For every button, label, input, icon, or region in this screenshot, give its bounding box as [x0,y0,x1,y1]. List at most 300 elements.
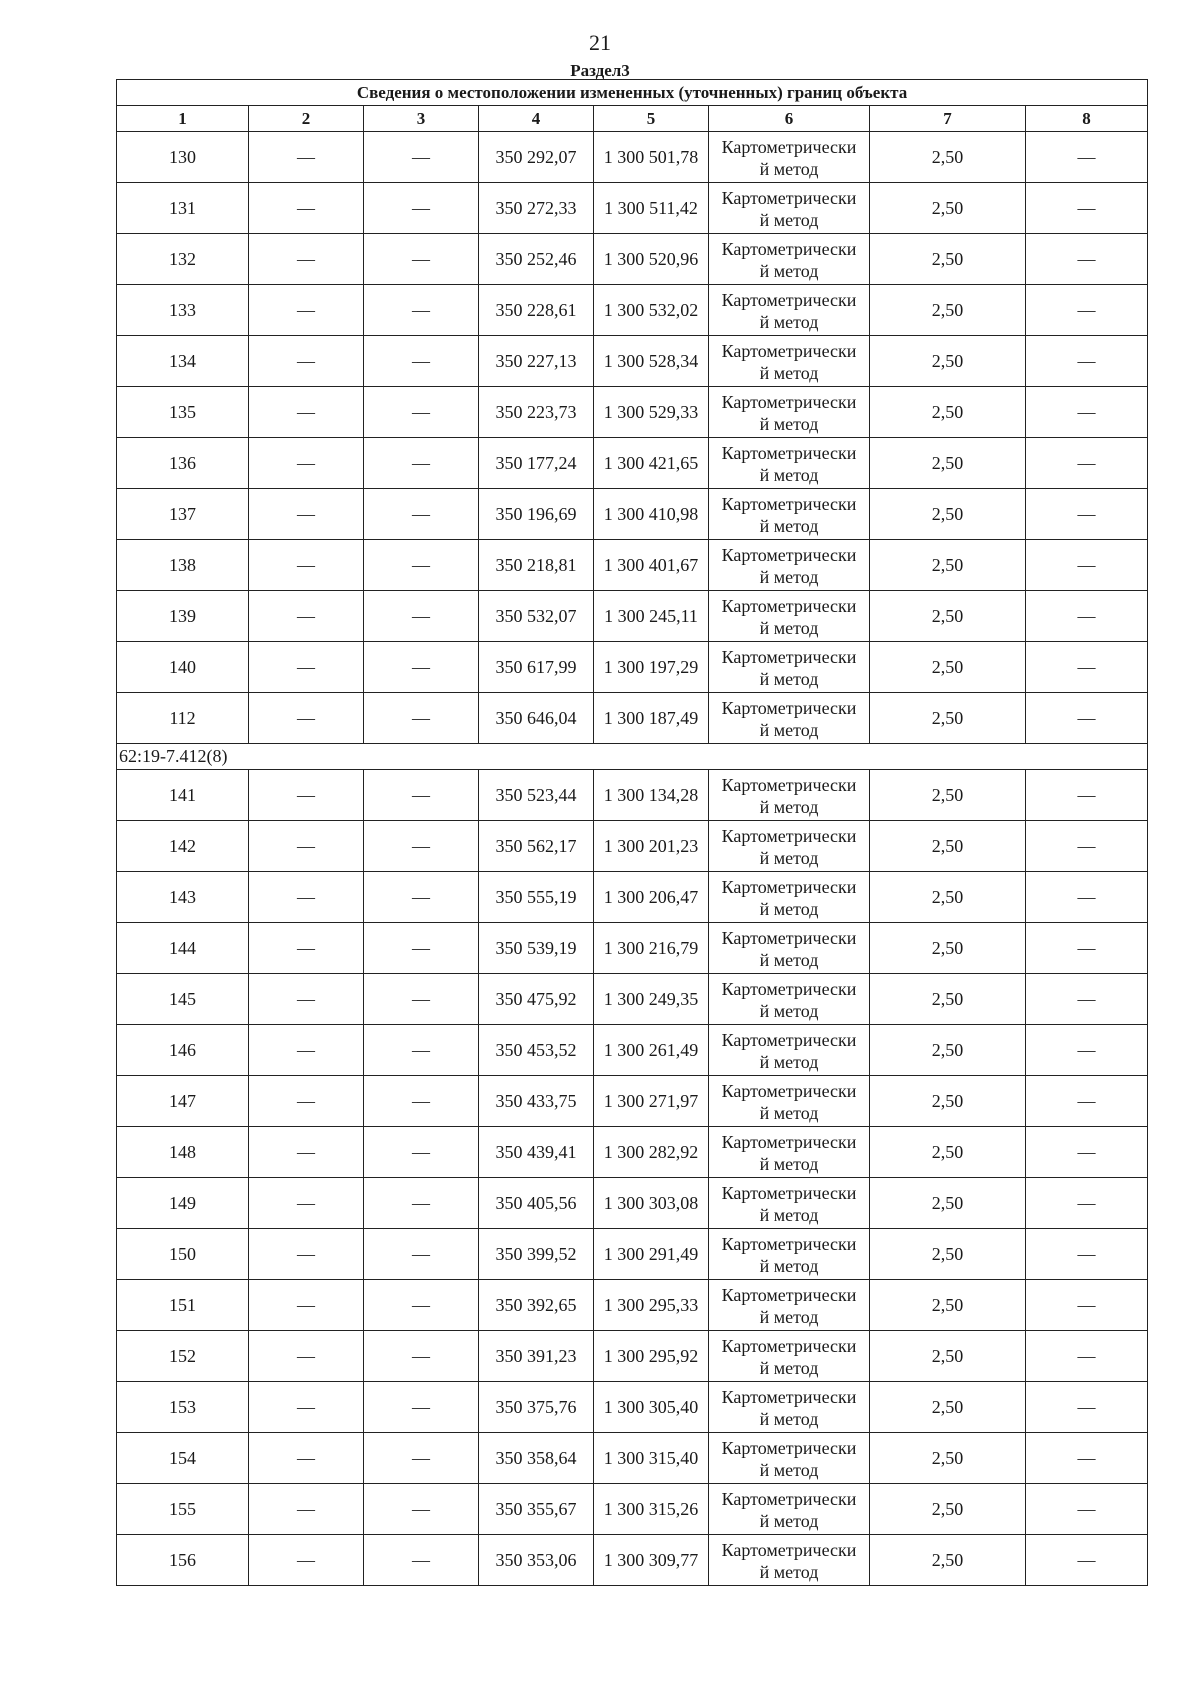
cell-col2: — [249,387,364,438]
cell-col8: — [1026,1127,1148,1178]
point-number: 149 [117,1178,249,1229]
method-cell [709,1535,870,1586]
point-number: 143 [117,872,249,923]
cell-col8: — [1026,1331,1148,1382]
table-row [117,438,1148,489]
method-cell [709,974,870,1025]
method-cell [709,1331,870,1382]
table-row [117,1484,1148,1535]
coord-x: 350 228,61 [479,285,594,336]
cell-col3: — [364,1433,479,1484]
accuracy: 2,50 [870,438,1026,489]
method-line-1: Картометрически [721,289,857,310]
table-row [117,540,1148,591]
point-number: 150 [117,1229,249,1280]
accuracy: 2,50 [870,872,1026,923]
coord-y: 1 300 528,34 [594,336,709,387]
coord-x: 350 405,56 [479,1178,594,1229]
cell-col2: — [249,1331,364,1382]
method-cell [709,923,870,974]
point-number: 133 [117,285,249,336]
coord-y: 1 300 315,40 [594,1433,709,1484]
coord-y: 1 300 187,49 [594,693,709,744]
cell-col3: — [364,1178,479,1229]
cell-col3: — [364,642,479,693]
method-line-1: Картометрически [721,1539,857,1560]
method-line-2: й метод [759,515,819,536]
cell-col2: — [249,1076,364,1127]
cell-col8: — [1026,923,1148,974]
table-caption: Сведения о местоположении измененных (уточненных) границ объекта [117,80,1148,106]
cell-col2: — [249,183,364,234]
accuracy: 2,50 [870,1484,1026,1535]
cell-col2: — [249,1382,364,1433]
cell-col8: — [1026,1229,1148,1280]
accuracy: 2,50 [870,285,1026,336]
cell-col3: — [364,591,479,642]
cell-col3: — [364,1484,479,1535]
coord-x: 350 392,65 [479,1280,594,1331]
method-cell [709,387,870,438]
coord-y: 1 300 295,92 [594,1331,709,1382]
method-line-2: й метод [759,413,819,434]
cell-col2: — [249,693,364,744]
cell-col2: — [249,872,364,923]
method-cell [709,1484,870,1535]
coord-x: 350 539,19 [479,923,594,974]
cell-col3: — [364,974,479,1025]
cell-col8: — [1026,974,1148,1025]
point-number: 141 [117,770,249,821]
section-title: Раздел3 [570,61,630,80]
coord-y: 1 300 315,26 [594,1484,709,1535]
cell-col3: — [364,1127,479,1178]
accuracy: 2,50 [870,1076,1026,1127]
table-row [117,872,1148,923]
accuracy: 2,50 [870,974,1026,1025]
coord-y: 1 300 261,49 [594,1025,709,1076]
method-line-2: й метод [759,260,819,281]
coord-x: 350 355,67 [479,1484,594,1535]
column-header: 7 [870,106,1026,132]
table-row [117,1382,1148,1433]
method-line-2: й метод [759,1204,819,1225]
cell-col3: — [364,923,479,974]
cell-col3: — [364,872,479,923]
method-line-2: й метод [759,847,819,868]
cell-col8: — [1026,234,1148,285]
cell-col8: — [1026,693,1148,744]
accuracy: 2,50 [870,693,1026,744]
point-number: 130 [117,132,249,183]
coord-x: 350 252,46 [479,234,594,285]
cell-col2: — [249,591,364,642]
point-number: 151 [117,1280,249,1331]
accuracy: 2,50 [870,1025,1026,1076]
coord-y: 1 300 303,08 [594,1178,709,1229]
accuracy: 2,50 [870,234,1026,285]
cell-col2: — [249,1229,364,1280]
point-number: 138 [117,540,249,591]
accuracy: 2,50 [870,1331,1026,1382]
coord-x: 350 562,17 [479,821,594,872]
accuracy: 2,50 [870,1280,1026,1331]
coord-x: 350 433,75 [479,1076,594,1127]
cell-col8: — [1026,591,1148,642]
coord-x: 350 227,13 [479,336,594,387]
column-header: 2 [249,106,364,132]
cell-col8: — [1026,821,1148,872]
cell-col3: — [364,387,479,438]
accuracy: 2,50 [870,1229,1026,1280]
accuracy: 2,50 [870,540,1026,591]
method-line-1: Картометрически [721,1080,857,1101]
cell-col2: — [249,821,364,872]
accuracy: 2,50 [870,1433,1026,1484]
method-line-2: й метод [759,311,819,332]
table-row [117,183,1148,234]
coord-x: 350 475,92 [479,974,594,1025]
coord-y: 1 300 206,47 [594,872,709,923]
cell-col8: — [1026,642,1148,693]
coord-x: 350 453,52 [479,1025,594,1076]
column-header: 8 [1026,106,1148,132]
method-cell [709,821,870,872]
method-cell [709,693,870,744]
coord-x: 350 399,52 [479,1229,594,1280]
point-number: 140 [117,642,249,693]
table-row [117,1535,1148,1586]
cell-col2: — [249,642,364,693]
cell-col8: — [1026,1433,1148,1484]
cell-col8: — [1026,1076,1148,1127]
method-cell [709,872,870,923]
cell-col8: — [1026,336,1148,387]
method-line-1: Картометрически [721,442,857,463]
table-row [117,1280,1148,1331]
coord-y: 1 300 291,49 [594,1229,709,1280]
point-number: 155 [117,1484,249,1535]
cell-col3: — [364,1025,479,1076]
coord-y: 1 300 421,65 [594,438,709,489]
cell-col3: — [364,183,479,234]
method-cell [709,1025,870,1076]
method-cell [709,183,870,234]
method-line-2: й метод [759,1510,819,1531]
method-line-1: Картометрически [721,1386,857,1407]
method-line-1: Картометрически [721,1233,857,1254]
method-line-2: й метод [759,898,819,919]
cell-col2: — [249,234,364,285]
method-cell [709,642,870,693]
method-line-1: Картометрически [721,825,857,846]
method-line-2: й метод [759,1255,819,1276]
cell-col3: — [364,285,479,336]
method-line-2: й метод [759,1000,819,1021]
method-line-2: й метод [759,1357,819,1378]
method-line-1: Картометрически [721,876,857,897]
coord-y: 1 300 271,97 [594,1076,709,1127]
cell-col2: — [249,438,364,489]
method-cell [709,1229,870,1280]
cell-col3: — [364,234,479,285]
coord-x: 350 523,44 [479,770,594,821]
coord-y: 1 300 197,29 [594,642,709,693]
table-row [117,234,1148,285]
cell-col8: — [1026,387,1148,438]
table-caption-row [117,80,1148,106]
point-number: 135 [117,387,249,438]
coord-x: 350 555,19 [479,872,594,923]
coord-y: 1 300 216,79 [594,923,709,974]
accuracy: 2,50 [870,1382,1026,1433]
method-line-1: Картометрически [721,544,857,565]
method-cell [709,591,870,642]
method-cell [709,1076,870,1127]
cell-col3: — [364,1331,479,1382]
accuracy: 2,50 [870,1178,1026,1229]
method-line-1: Картометрически [721,978,857,999]
method-cell [709,1382,870,1433]
accuracy: 2,50 [870,821,1026,872]
method-line-2: й метод [759,949,819,970]
coord-y: 1 300 401,67 [594,540,709,591]
cell-col3: — [364,1280,479,1331]
point-number: 145 [117,974,249,1025]
accuracy: 2,50 [870,489,1026,540]
coord-x: 350 272,33 [479,183,594,234]
cell-col8: — [1026,438,1148,489]
coord-y: 1 300 410,98 [594,489,709,540]
cell-col8: — [1026,1280,1148,1331]
method-line-2: й метод [759,464,819,485]
table-row [117,770,1148,821]
coord-y: 1 300 201,23 [594,821,709,872]
cell-col3: — [364,1535,479,1586]
coord-y: 1 300 501,78 [594,132,709,183]
cell-col2: — [249,1433,364,1484]
coord-y: 1 300 134,28 [594,770,709,821]
table-row [117,1127,1148,1178]
table-row [117,1025,1148,1076]
coord-y: 1 300 529,33 [594,387,709,438]
cell-col2: — [249,132,364,183]
coord-y: 1 300 295,33 [594,1280,709,1331]
method-line-1: Картометрически [721,697,857,718]
column-header: 4 [479,106,594,132]
cell-col2: — [249,1178,364,1229]
method-cell [709,1178,870,1229]
coord-x: 350 646,04 [479,693,594,744]
method-line-2: й метод [759,1459,819,1480]
method-line-1: Картометрически [721,774,857,795]
cell-col8: — [1026,872,1148,923]
table-row [117,132,1148,183]
method-line-1: Картометрически [721,1437,857,1458]
cell-col3: — [364,1382,479,1433]
method-line-2: й метод [759,1306,819,1327]
table-row [117,1331,1148,1382]
cell-col2: — [249,336,364,387]
cell-col3: — [364,770,479,821]
method-line-1: Картометрически [721,136,857,157]
method-line-2: й метод [759,668,819,689]
method-cell [709,132,870,183]
point-number: 153 [117,1382,249,1433]
accuracy: 2,50 [870,1127,1026,1178]
coord-x: 350 292,07 [479,132,594,183]
cell-col2: — [249,1484,364,1535]
cell-col3: — [364,132,479,183]
method-line-2: й метод [759,1408,819,1429]
method-cell [709,1280,870,1331]
cell-col8: — [1026,770,1148,821]
accuracy: 2,50 [870,591,1026,642]
cell-col2: — [249,285,364,336]
cell-col2: — [249,923,364,974]
cell-col3: — [364,1076,479,1127]
method-line-2: й метод [759,1051,819,1072]
point-number: 142 [117,821,249,872]
accuracy: 2,50 [870,336,1026,387]
method-line-1: Картометрически [721,493,857,514]
table-row [117,591,1148,642]
table-row [117,693,1148,744]
table-row [117,285,1148,336]
point-number: 136 [117,438,249,489]
boundary-table [116,79,1148,1586]
coord-x: 350 617,99 [479,642,594,693]
coord-x: 350 196,69 [479,489,594,540]
column-header: 6 [709,106,870,132]
column-header: 3 [364,106,479,132]
cell-col2: — [249,1535,364,1586]
table-row [117,821,1148,872]
cell-col3: — [364,438,479,489]
coord-y: 1 300 245,11 [594,591,709,642]
coord-y: 1 300 249,35 [594,974,709,1025]
accuracy: 2,50 [870,183,1026,234]
accuracy: 2,50 [870,770,1026,821]
cell-col8: — [1026,1382,1148,1433]
method-line-2: й метод [759,617,819,638]
accuracy: 2,50 [870,923,1026,974]
point-number: 156 [117,1535,249,1586]
method-cell [709,540,870,591]
method-line-2: й метод [759,1561,819,1582]
table-row [117,923,1148,974]
accuracy: 2,50 [870,132,1026,183]
coord-y: 1 300 520,96 [594,234,709,285]
method-line-2: й метод [759,158,819,179]
cell-col8: — [1026,183,1148,234]
coord-x: 350 439,41 [479,1127,594,1178]
accuracy: 2,50 [870,387,1026,438]
point-number: 139 [117,591,249,642]
cell-col2: — [249,1127,364,1178]
point-number: 132 [117,234,249,285]
method-cell [709,489,870,540]
table-row [117,489,1148,540]
point-number: 152 [117,1331,249,1382]
cell-col8: — [1026,1535,1148,1586]
method-line-2: й метод [759,796,819,817]
cell-col8: — [1026,1484,1148,1535]
method-cell [709,234,870,285]
table-row [117,642,1148,693]
coord-y: 1 300 282,92 [594,1127,709,1178]
point-number: 154 [117,1433,249,1484]
method-line-1: Картометрически [721,340,857,361]
point-number: 146 [117,1025,249,1076]
column-header: 1 [117,106,249,132]
point-number: 137 [117,489,249,540]
cell-col8: — [1026,132,1148,183]
method-line-1: Картометрически [721,927,857,948]
subsection-label: 62:19-7.412(8) [117,744,1148,770]
table-row [117,1076,1148,1127]
method-cell [709,285,870,336]
method-line-1: Картометрически [721,1131,857,1152]
coord-x: 350 532,07 [479,591,594,642]
coord-y: 1 300 309,77 [594,1535,709,1586]
table-row [117,1229,1148,1280]
point-number: 148 [117,1127,249,1178]
table-row [117,1178,1148,1229]
cell-col3: — [364,540,479,591]
method-line-2: й метод [759,1102,819,1123]
method-cell [709,770,870,821]
coord-y: 1 300 305,40 [594,1382,709,1433]
method-line-2: й метод [759,209,819,230]
column-header: 5 [594,106,709,132]
method-line-2: й метод [759,1153,819,1174]
method-line-1: Картометрически [721,1029,857,1050]
cell-col3: — [364,489,479,540]
method-line-1: Картометрически [721,595,857,616]
method-cell [709,438,870,489]
cell-col8: — [1026,489,1148,540]
point-number: 131 [117,183,249,234]
table-row [117,336,1148,387]
coord-x: 350 358,64 [479,1433,594,1484]
cell-col2: — [249,974,364,1025]
method-line-1: Картометрически [721,238,857,259]
accuracy: 2,50 [870,642,1026,693]
cell-col8: — [1026,1178,1148,1229]
subsection-row [117,744,1148,770]
coord-x: 350 223,73 [479,387,594,438]
cell-col3: — [364,1229,479,1280]
accuracy: 2,50 [870,1535,1026,1586]
cell-col2: — [249,1025,364,1076]
cell-col3: — [364,693,479,744]
method-line-1: Картометрически [721,646,857,667]
method-line-1: Картометрически [721,1182,857,1203]
method-line-1: Картометрически [721,391,857,412]
table-row [117,974,1148,1025]
page-number: 21 [589,30,611,55]
cell-col2: — [249,489,364,540]
point-number: 144 [117,923,249,974]
method-line-2: й метод [759,719,819,740]
point-number: 147 [117,1076,249,1127]
cell-col3: — [364,336,479,387]
cell-col2: — [249,770,364,821]
coord-x: 350 177,24 [479,438,594,489]
cell-col3: — [364,821,479,872]
method-cell [709,336,870,387]
